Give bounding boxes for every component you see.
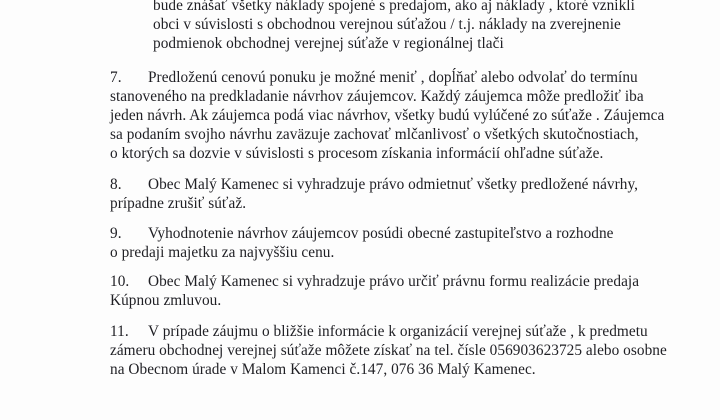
item-line: sa podaním svojho návrhu zaväzuje zachovať mlčanlivosť o všetkých skutočnostiach,	[110, 126, 639, 143]
item-text: Obec Malý Kamenec si vyhradzuje právo odmietnuť všetky predložené návrhy,	[148, 176, 639, 193]
item-number: 9.	[110, 225, 122, 242]
item-text: Obec Malý Kamenec si vyhradzuje právo určiť právnu formu realizácie predaja	[148, 273, 640, 290]
item-line: jeden návrh. Ak záujemca podá viac návrhov, všetky budú vylúčené zo súťaže . Záujemca	[110, 107, 665, 124]
intro-line: podmienok obchodnej verejnej súťaže v regionálnej tlači	[153, 35, 504, 52]
item-line: stanoveného na predkladanie návrhov záujemcov. Každý záujemca môže predložiť iba	[110, 88, 644, 105]
item-7-line-1	[110, 69, 638, 87]
item-number: 8.	[110, 176, 122, 193]
item-9-line-1	[110, 225, 614, 243]
intro-line: obci v súvislosti s obchodnou verejnou súťažou / t.j. náklady na zverejnenie	[153, 16, 621, 33]
item-line: o predaji majetku za najvyššiu cenu.	[110, 244, 335, 261]
item-number: 10.	[110, 273, 130, 290]
item-line: o ktorých sa dozvie v súvislosti s procesom získania informácií ohľadne súťaže.	[110, 145, 604, 162]
item-line: Kúpnou zmluvou.	[110, 292, 222, 309]
item-line: na Obecnom úrade v Malom Kamenci č.147, 076 36 Malý Kamenec.	[110, 361, 536, 378]
item-11-line-1	[110, 323, 648, 341]
item-10-line-1	[110, 273, 639, 291]
item-text: V prípade záujmu o bližšie informácie k organizácií verejnej súťaže , k predmetu	[148, 323, 648, 340]
item-line: zámeru obchodnej verejnej súťaže môžete získať na tel. čísle 056903623725 alebo osobne	[110, 342, 667, 359]
item-number: 11.	[110, 323, 129, 340]
item-8-line-1	[110, 176, 638, 194]
item-number: 7.	[110, 69, 122, 86]
item-text: Vyhodnotenie návrhov záujemcov posúdi obecné zastupiteľstvo a rozhodne	[148, 225, 614, 242]
item-text: Predloženú cenovú ponuku je možné meniť , dopĺňať alebo odvolať do termínu	[148, 69, 638, 86]
item-line: prípadne zrušiť súťaž.	[110, 195, 247, 212]
intro-line: bude znášať všetky náklady spojené s predajom, ako aj náklady , ktoré vznikli	[153, 0, 635, 14]
